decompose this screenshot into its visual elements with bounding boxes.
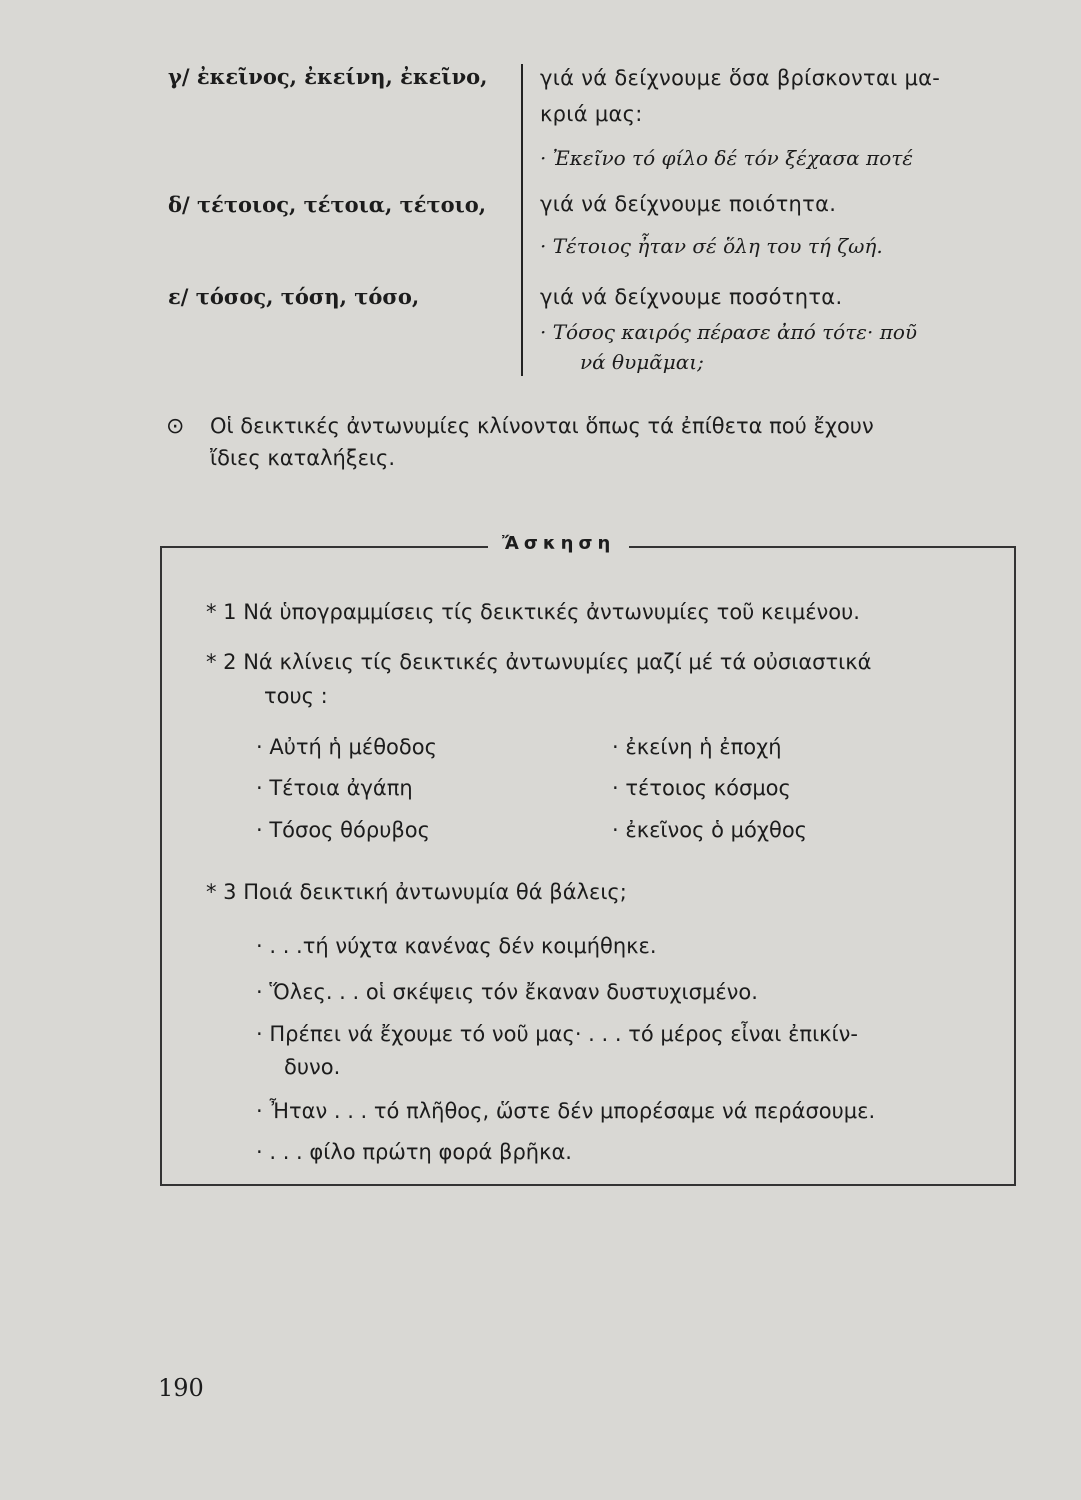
row-epsilon-label: ε/ τόσος, τόση, τόσο, xyxy=(168,284,420,309)
exercise-title: Ἄσκηση xyxy=(488,533,629,554)
exercise-task-2-line-2: τους : xyxy=(264,684,328,708)
table-divider xyxy=(521,64,523,376)
note-line-2: ἴδιες καταλήξεις. xyxy=(210,446,396,470)
task-2-phrase: · ἐκείνη ἡ ἐποχή xyxy=(612,735,782,759)
row-gamma-example: · Ἐκεῖνο τό φίλο δέ τόν ξέχασα ποτέ xyxy=(540,146,914,170)
row-delta-example: · Τέτοιος ἦταν σέ ὅλη του τή ζωή. xyxy=(540,234,883,258)
row-delta-label: δ/ τέτοιος, τέτοια, τέτοιο, xyxy=(168,192,487,217)
note-icon: ⊙ xyxy=(166,414,185,439)
exercise-task-2-line-1: * 2 Νά κλίνεις τίς δεικτικές ἀντωνυμίες μαζί μέ τά οὐσιαστικά xyxy=(206,650,872,674)
exercise-task-3: * 3 Ποιά δεικτική ἀντωνυμία θά βάλεις; xyxy=(206,880,627,904)
row-epsilon-example-2: νά θυμᾶμαι; xyxy=(580,350,704,374)
task-2-phrase: · Τέτοια ἀγάπη xyxy=(256,776,413,800)
row-epsilon-example-1: · Τόσος καιρός πέρασε ἀπό τότε· ποῦ xyxy=(540,320,918,344)
task-3-sentence-continuation: δυνο. xyxy=(284,1055,341,1079)
row-gamma-label: γ/ ἐκεῖνος, ἐκείνη, ἐκεῖνο, xyxy=(168,64,488,89)
task-3-sentence: · Ὅλες. . . οἱ σκέψεις τόν ἔκαναν δυστυχισμένο. xyxy=(256,980,758,1004)
task-2-phrase: · ἐκεῖνος ὁ μόχθος xyxy=(612,818,807,842)
exercise-task-1: * 1 Νά ὑπογραμμίσεις τίς δεικτικές ἀντωνυμίες τοῦ κειμένου. xyxy=(206,600,860,624)
row-gamma-desc-1: γιά νά δείχνουμε ὅσα βρίσκονται μα- xyxy=(540,66,941,90)
task-2-phrase: · Τόσος θόρυβος xyxy=(256,818,430,842)
task-3-sentence: · . . .τή νύχτα κανένας δέν κοιμήθηκε. xyxy=(256,934,657,958)
row-gamma-desc-2: κριά μας: xyxy=(540,102,643,126)
task-3-sentence: · Ἦταν . . . τό πλῆθος, ὥστε δέν μπορέσαμε νά περάσουμε. xyxy=(256,1099,876,1123)
row-epsilon-desc: γιά νά δείχνουμε ποσότητα. xyxy=(540,285,843,309)
task-2-phrase: · Αὐτή ἡ μέθοδος xyxy=(256,735,437,759)
note-line-1: Οἱ δεικτικές ἀντωνυμίες κλίνονται ὅπως τά ἐπίθετα πού ἔχουν xyxy=(210,414,874,438)
task-3-sentence: · Πρέπει νά ἔχουμε τό νοῦ μας· . . . τό μέρος εἶναι ἐπικίν- xyxy=(256,1022,858,1046)
exercise-box xyxy=(160,546,1016,1186)
task-3-sentence: · . . . φίλο πρώτη φορά βρῆκα. xyxy=(256,1140,572,1164)
row-delta-desc: γιά νά δείχνουμε ποιότητα. xyxy=(540,192,837,216)
task-2-phrase: · τέτοιος κόσμος xyxy=(612,776,791,800)
page-number: 190 xyxy=(158,1374,204,1402)
